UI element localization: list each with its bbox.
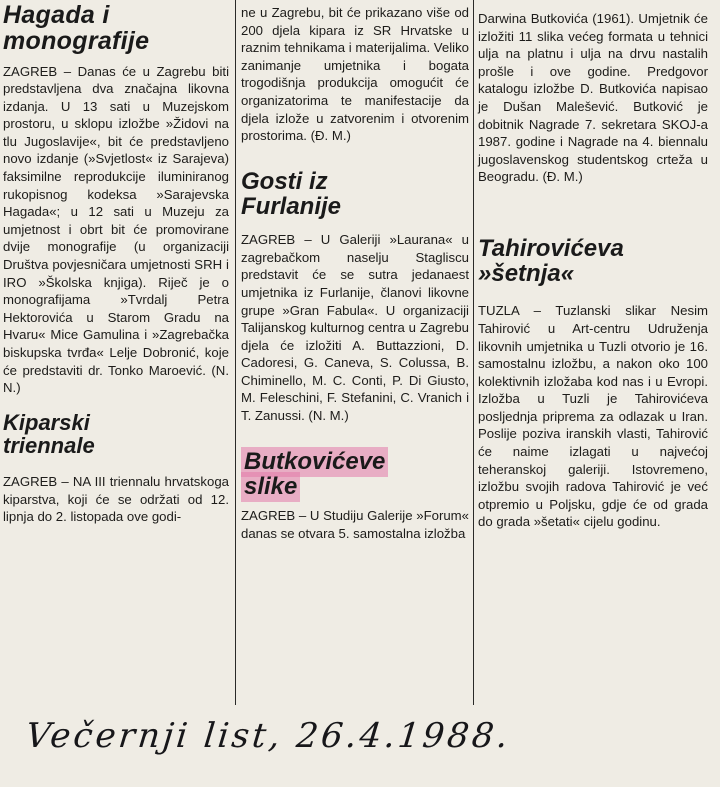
column-rule-1 <box>235 0 236 705</box>
column-left <box>3 0 229 526</box>
column-right <box>478 0 708 531</box>
article-body-tahirovic: TUZLA – Tuzlanski slikar Nesim Tahirović u Art-centru Udruženja likovnih umjetnika u Tuzli otvorio je 16. samostalnu izložbu, a nakon oko 100 kolektivnih izložaba kod nas i u Evropi. Izložba u Tuzli je Tahirovićeva posljednja priprema za odlazak u Iran. Poslije poziva iranskih vlasti, Tahirović će naime izlagati u najvećoj teheranskoj galeriji. Istovremeno, izložbu svojih radova Tahirović je već otpremio u Poljsku, gdje će od grada do grada »šetati« cijelu godinu. <box>478 303 708 530</box>
article-continuation-kiparski: ne u Zagrebu, bit će prikazano više od 200 djela kipara iz SR Hrvatske u raznim tehnikama i materijalima. Veliko zanimanje umjetnika i bogata trogodišnja produkcija omogućit će organizatorima te manifestacije da djela izlože u zatvorenim i otvorenim prostorima. (Đ. M.) <box>241 5 469 144</box>
headline-hagada: Hagada i monografije <box>3 1 150 56</box>
column-middle <box>241 0 469 542</box>
headline-kiparski-triennale: Kiparski triennale <box>3 409 95 458</box>
headline-butkoviceve-slike <box>241 449 469 499</box>
headline-tahiroviceva-setnja: Tahirovićeva »šetnja« <box>478 234 624 288</box>
article-body-gosti: ZAGREB – U Galeriji »Laurana« u zagrebačkom naselju Stagliscu predstavit će se sutra jedanaest umjetnika iz Furlanije, članovi likovne grupe »Gran Fabula«. U organizaciji Talijanskog kulturnog centra u Zagrebu djela će izložiti A. Buttazzioni, D. Cadoresi, G. Caneva, S. Colussa, B. Chiminello, M. C. Conti, P. Di Giusto, M. Feleschini, F. Stefanini, C. Vranich i T. Zanussi. (N. M.) <box>241 232 469 424</box>
article-continuation-butkovic: Darwina Butkovića (1961). Umjetnik će izložiti 11 slika većeg formata u tehnici ulja na platnu i ulja na drvu nastalih prošle i ove godine. Predgovor katalogu izložbe D. Butkovića napisao je Dušan Malešević. Butković je dobitnik Nagrade 7. sekretara SKOJ-a 1987. godine i Nagrade na 4. biennalu jugoslavenskog studentskog crteža u Beogradu. (Đ. M.) <box>478 11 708 185</box>
article-body-butkovic: ZAGREB – U Studiju Galerije »Forum« danas se otvara 5. samostalna izložba <box>241 508 469 541</box>
handwritten-source-note: Večernji list, 26.4.1988. <box>23 716 513 756</box>
article-body-kiparski: ZAGREB – NA III triennalu hrvatskoga kiparstva, koji će se održati od 12. lipnja do 2. listopada ove godi- <box>3 473 229 525</box>
column-rule-2 <box>473 0 474 705</box>
article-body-hagada: ZAGREB – Danas će u Zagrebu biti predstavljena dva značajna likovna izdanja. U 13 sati u Muzejskom prostoru, u sklopu izložbe »Židovi na tlu Jugoslavije«, bit će predstavljeno novo izdanje (»Svjetlost« iz Sarajeva) faksimilne reprodukcije iluminiranog rukopisnog kodeksa »Sarajevska Hagada«; u 12 sati u Muzeju za umjetnost i obrt bit će promovirane dvije monografije (u organizaciji Društva povjesničara umjetnosti SRH i IRO »Školska knjiga). Riječ je o monografijama »Tvrdalj Petra Hektorovića u Starom Gradu na Hvaru« Mice Gamulina i »Zagrebačka biskupska tvrđa« Lelje Dobronić, koje će predstaviti dr. Tonko Maroević. (N. N.) <box>3 63 229 396</box>
headline-gosti-iz-furlanije: Gosti iz Furlanije <box>241 167 342 220</box>
highlighter-mark: Butkovićeve slike <box>241 447 388 502</box>
